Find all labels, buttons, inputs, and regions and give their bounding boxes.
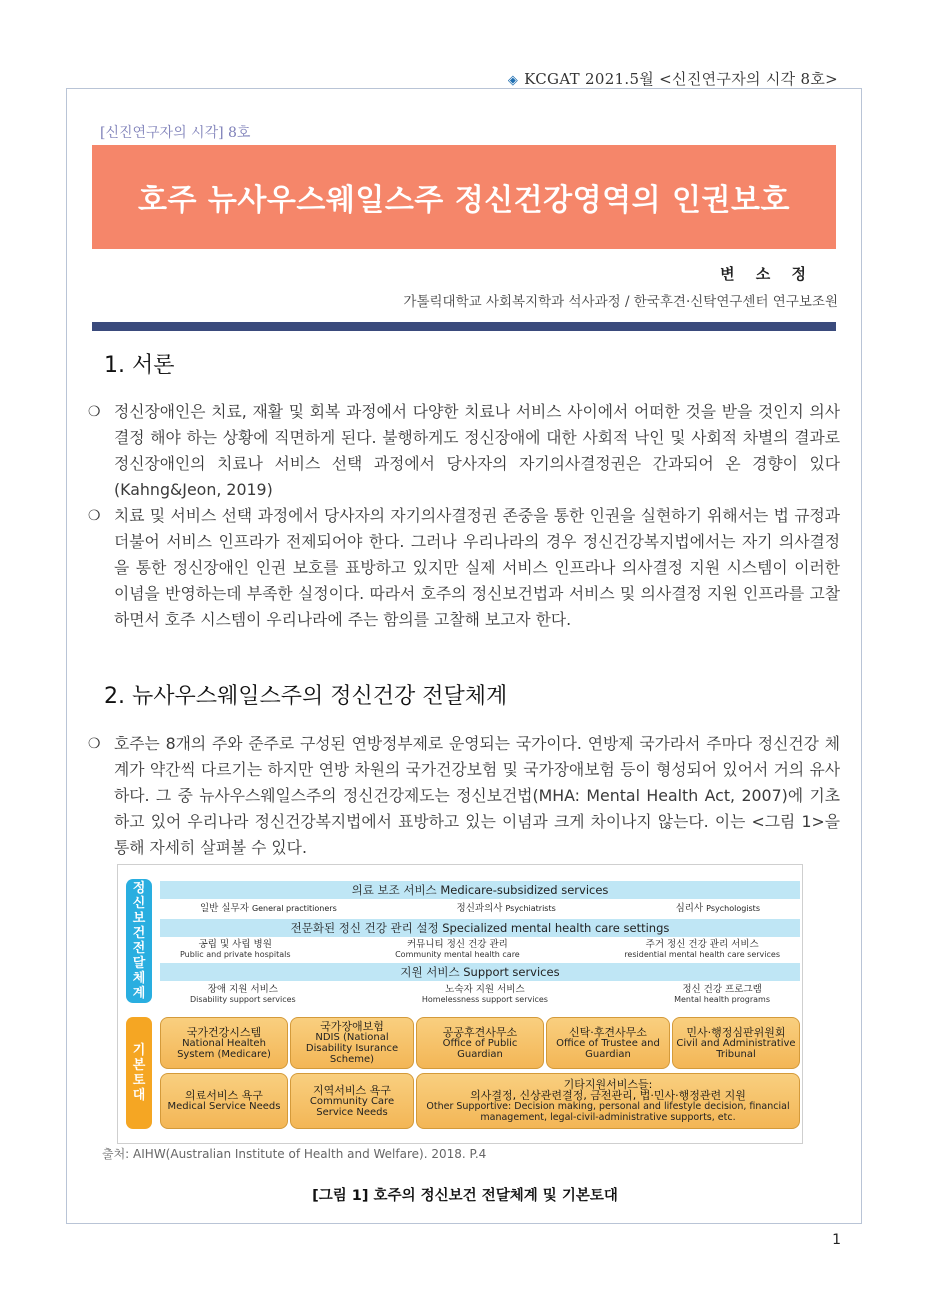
band-medicare: 의료 보조 서비스 Medicare-subsidized services <box>160 881 800 899</box>
foundation-box: 국가건강시스템 National Healteh System (Medicare) <box>160 1017 288 1069</box>
page-number: 1 <box>832 1232 841 1248</box>
service-item: 정신과의사 Psychiatrists <box>456 903 556 914</box>
paragraph <box>88 503 840 633</box>
service-item: 커뮤니티 정신 건강 관리 Community mental health care <box>395 939 520 959</box>
service-item: 장애 지원 서비스 Disability support services <box>190 984 296 1004</box>
other-support-box: 기타지원서비스들: 의사결정, 신상관련결정, 금전관리, 법·민사·행정관련 지원 Other Supportive: Decision making, personal and lifestyle decision, financial management, legal-civil-administrative supports, etc. <box>416 1073 800 1129</box>
section-heading-1: 1. 서론 <box>104 353 175 378</box>
service-item: 정신 건강 프로그램 Mental health programs <box>674 984 770 1004</box>
page-title: 호주 뉴사우스웨일스주 정신건강영역의 인권보호 <box>138 183 790 218</box>
foundation-box: 국가장애보험 NDIS (National Disability Isurance Scheme) <box>290 1017 414 1069</box>
paragraph-text: 치료 및 서비스 선택 과정에서 당사자의 자기의사결정권 존중을 통한 인권을 실현하기 위해서는 법 규정과 더불어 서비스 인프라가 전제되어야 한다. 그러나 우리나라의 경우 정신건강복지법에서는 자기 의사결정을 통한 정신장애인 인권 보호를 표방하고 있지만 실제 서비스 인프라나 의사결정 지원 시스템이 이러한 이념을 반영하는데 부족한 실정이다. 따라서 호주의 정신보건법과 서비스 및 의사결정 지원 인프라를 고찰하면서 호주 시스템이 우리나라에 주는 함의를 고찰해 보고자 한다. <box>114 506 840 629</box>
paragraph <box>88 399 840 503</box>
service-item: 주거 정신 건강 관리 서비스 residential mental health care services <box>624 939 780 959</box>
band-specialized: 전문화된 정신 건강 관리 설정 Specialized mental health care settings <box>160 919 800 937</box>
foundation-box: 민사·행정심판위원회 Civil and Administrative Tribunal <box>672 1017 800 1069</box>
figure-diagram <box>117 864 803 1144</box>
foundation-box: 신탁·후견사무소 Office of Trustee and Guardian <box>546 1017 670 1069</box>
paragraph-text: 호주는 8개의 주와 준주로 구성된 연방정부제로 운영되는 국가이다. 연방제 국가라서 주마다 정신건강 체계가 약간씩 다르기는 하지만 연방 차원의 국가건강보험 및 국가장애보험 등이 형성되어 있어서 거의 유사하다. 그 중 뉴사우스웨일스주의 정신건강제도는 정신보건법(MHA: Mental Health Act, 2007)에 기초하고 있어 우리나라 정신건강복지법에서 표방하고 있는 이념과 크게 차이나지 않는다. 이는 <그림 1>을 통해 자세히 살펴볼 수 있다. <box>114 734 840 857</box>
side-label-foundation: 기 본 토 대 <box>126 1017 152 1129</box>
foundation-box: 지역서비스 욕구 Community Care Service Needs <box>290 1073 414 1129</box>
service-item: 심리사 Psychologists <box>675 903 760 914</box>
author-affiliation: 가톨릭대학교 사회복지학과 석사과정 / 한국후견·신탁연구센터 연구보조원 <box>403 294 838 310</box>
bullet-icon: ❍ <box>88 404 101 420</box>
section-heading-2: 2. 뉴사우스웨일스주의 정신건강 전달체계 <box>104 684 508 709</box>
diamond-icon: ◈ <box>507 73 519 88</box>
service-row-3 <box>160 985 800 1005</box>
paragraph-text: 정신장애인은 치료, 재활 및 회복 과정에서 다양한 치료나 서비스 사이에서 어떠한 것을 받을 것인지 의사결정 해야 하는 상황에 직면하게 된다. 불행하게도 정신장애에 대한 사회적 낙인 및 사회적 차별의 결과로 정신장애인의 치료나 서비스 선택 과정에서 당사자의 자기의사결정권은 간과되어 온 경향이 있다(Kahng&Jeon, 2019) <box>114 402 840 499</box>
bullet-icon: ❍ <box>88 508 101 524</box>
service-row-1 <box>160 904 800 914</box>
foundation-box: 공공후견사무소 Office of Public Guardian <box>416 1017 544 1069</box>
service-item: 일반 실무자 General practitioners <box>200 903 337 914</box>
author-name: 변 소 정 <box>720 265 814 283</box>
paragraph <box>88 731 840 861</box>
series-label: [신진연구자의 시각] 8호 <box>100 125 251 141</box>
figure-caption: [그림 1] 호주의 정신보건 전달체계 및 기본토대 <box>312 1188 618 1204</box>
title-divider <box>92 322 836 331</box>
running-header <box>508 68 838 89</box>
service-row-2 <box>160 940 800 960</box>
service-item: 노숙자 지원 서비스 Homelessness support services <box>421 984 548 1004</box>
band-support: 지원 서비스 Support services <box>160 963 800 981</box>
side-label-delivery-system: 정 신 보 건 전 달 체 계 <box>126 879 152 1003</box>
bullet-icon: ❍ <box>88 736 101 752</box>
header-text: KCGAT 2021.5월 <신진연구자의 시각 8호> <box>524 70 838 88</box>
foundation-box: 의료서비스 욕구 Medical Service Needs <box>160 1073 288 1129</box>
figure-source: 출처: AIHW(Australian Institute of Health and Welfare). 2018. P.4 <box>102 1147 487 1161</box>
service-item: 공립 및 사립 병원 Public and private hospitals <box>180 939 291 959</box>
title-banner <box>92 145 836 249</box>
